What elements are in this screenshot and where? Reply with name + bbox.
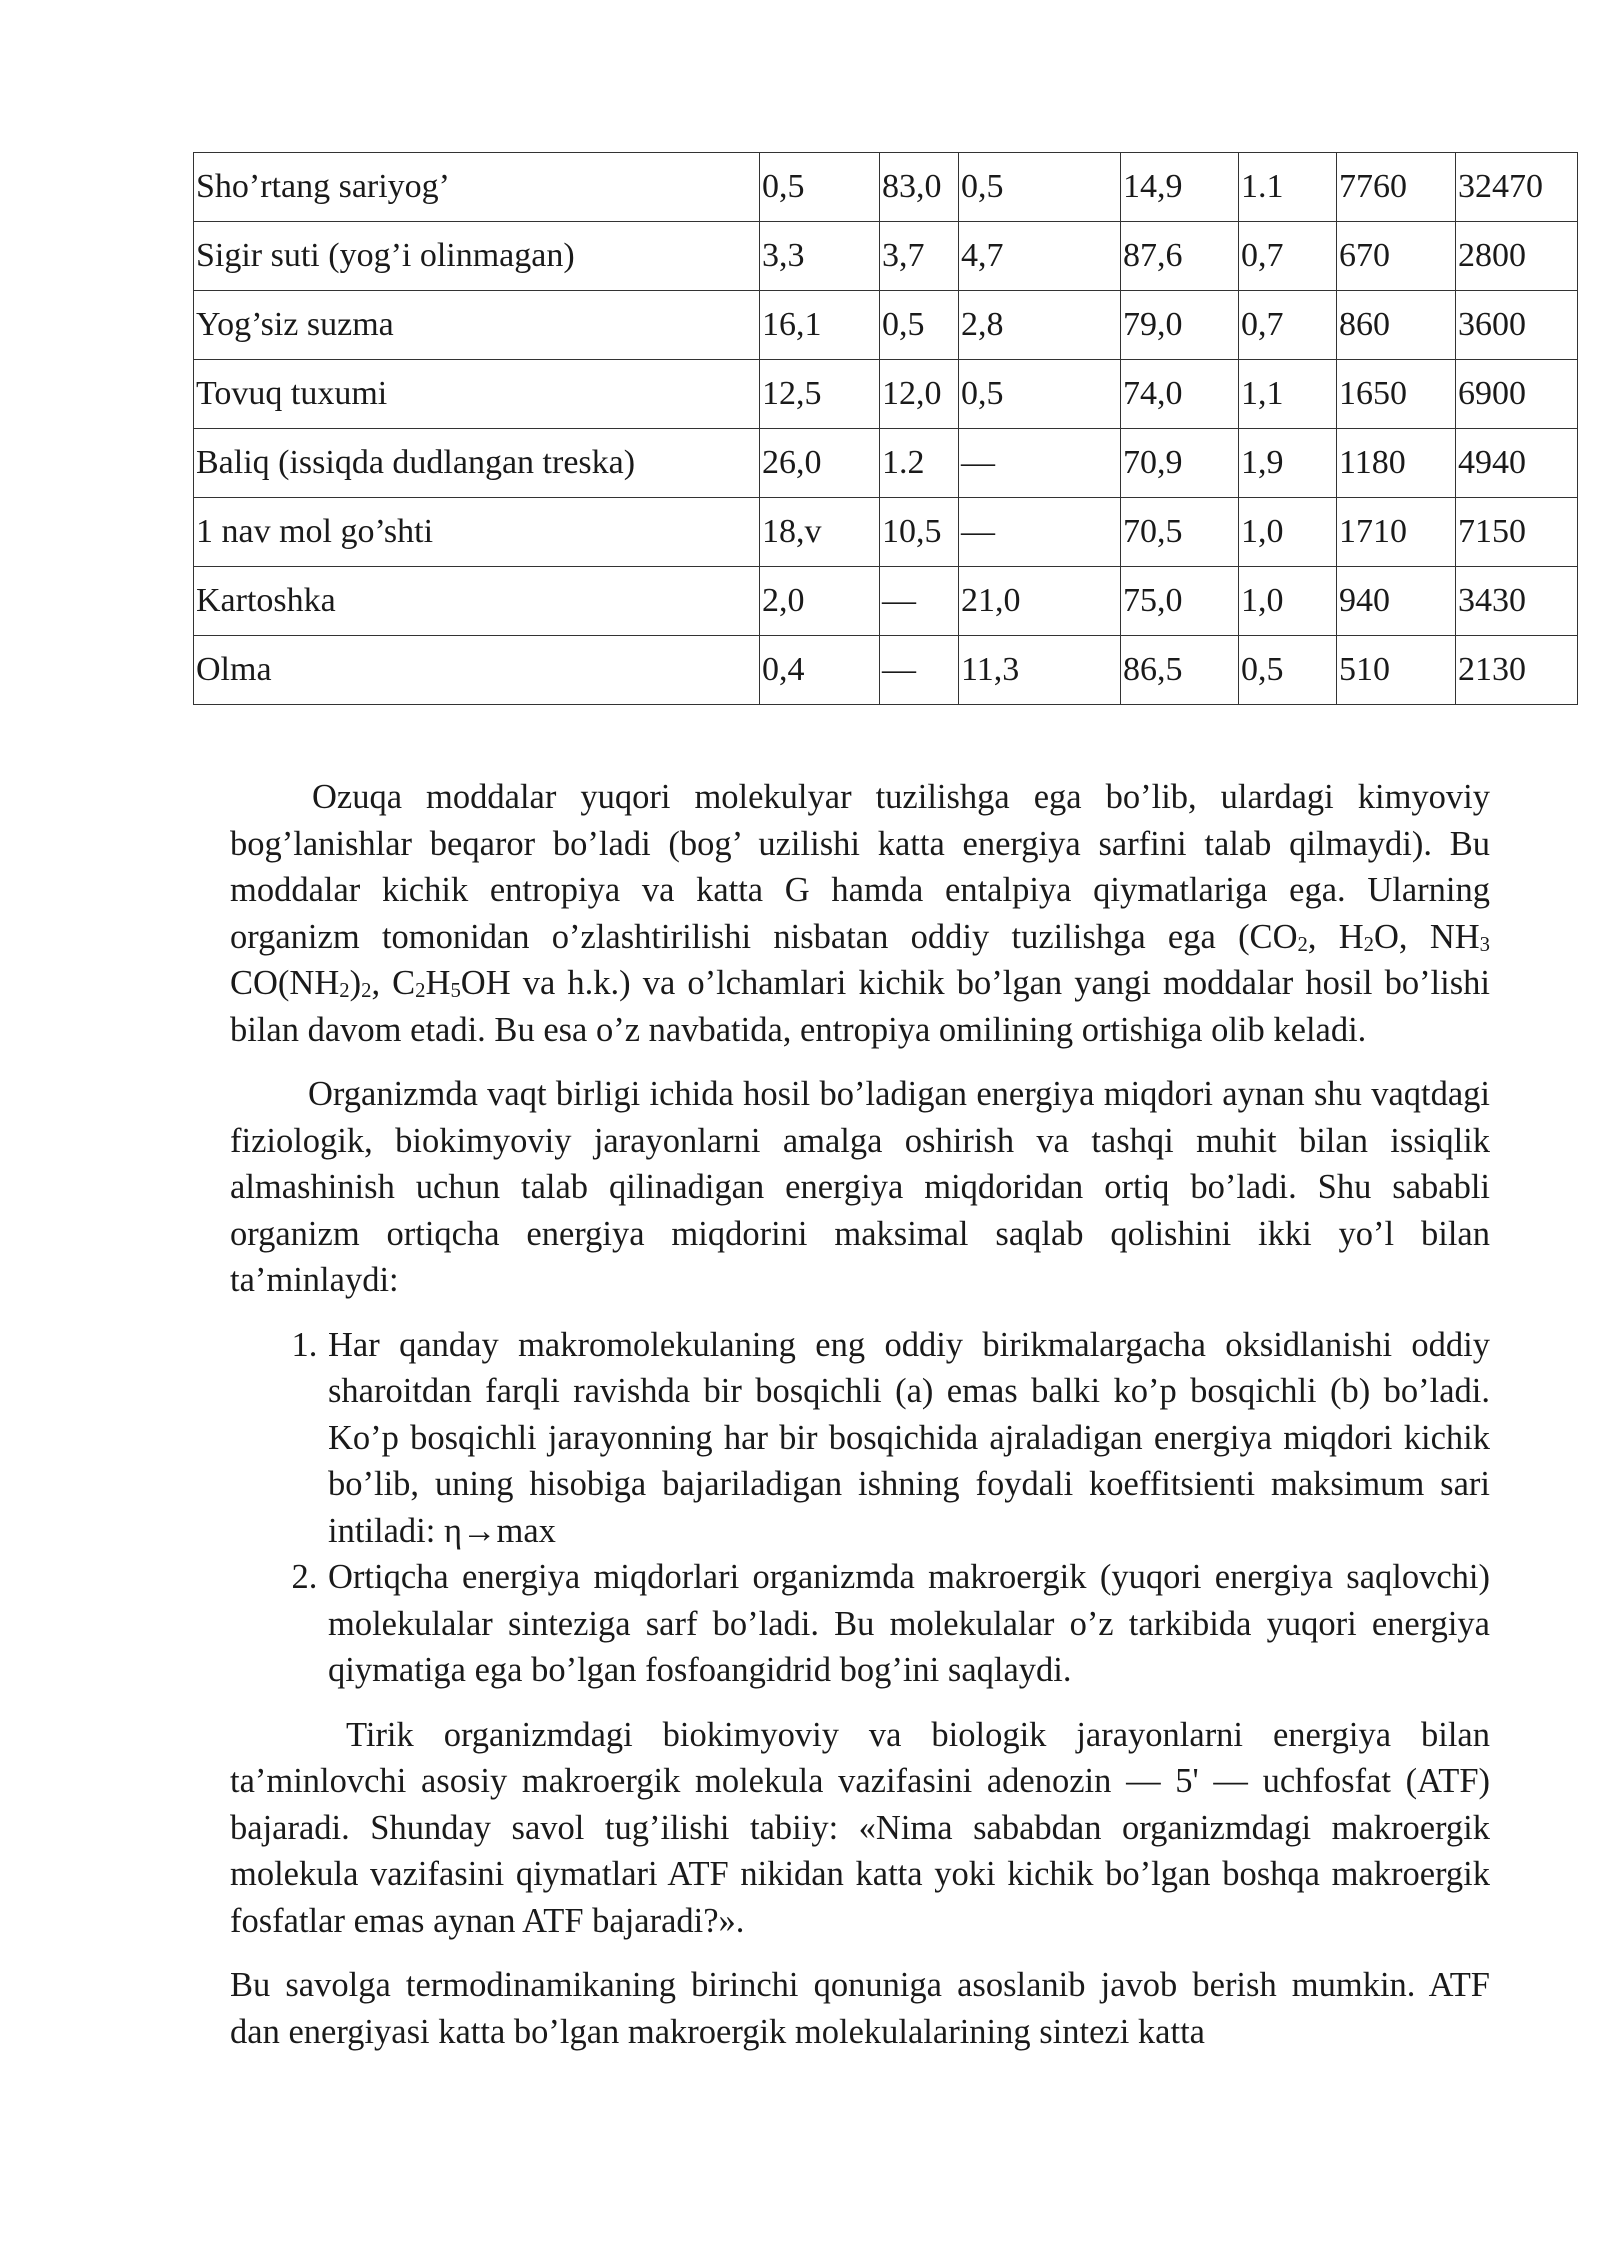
paragraph-thermodynamics: Bu savolga termodinamikaning birinchi qonuniga asoslanib javob berish mumkin. ATF dan energiyasi katta bo’lgan makroergik molekulalarining sintezi katta: [230, 1966, 1490, 2051]
value-cell: 1,0: [1239, 498, 1337, 567]
value-cell: 0,5: [1239, 636, 1337, 705]
food-name-cell: Tovuq tuxumi: [194, 360, 760, 429]
list-item: 1. Har qanday makromolekulaning eng oddiy birikmalargacha oksidlanishi oddiy sharoitdan farqli ravishda bir bosqichli (a) emas balki ko’p bosqichli (b) bo’ladi. Ko’p bosqichli jarayonning har bir bosqichida ajraladigan energiya miqdori kichik bo’lib, uning hisobiga bajariladigan ishning foydali koeffitsienti maksimum sari intiladi: η→max: [326, 1322, 1490, 1555]
value-cell: 0,5: [760, 153, 880, 222]
value-cell: 3600: [1456, 291, 1578, 360]
table-body: [194, 153, 1578, 705]
value-cell: 3,7: [880, 222, 959, 291]
value-cell: 12,5: [760, 360, 880, 429]
value-cell: 75,0: [1121, 567, 1239, 636]
food-name-cell: Sho’rtang sariyog’: [194, 153, 760, 222]
value-cell: 0,7: [1239, 291, 1337, 360]
food-name-cell: Kartoshka: [194, 567, 760, 636]
food-name-cell: Yog’siz suzma: [194, 291, 760, 360]
table-row: [194, 222, 1578, 291]
value-cell: 860: [1337, 291, 1456, 360]
value-cell: 1,1: [1239, 360, 1337, 429]
value-cell: 79,0: [1121, 291, 1239, 360]
table-row: [194, 429, 1578, 498]
food-name-cell: Sigir suti (yog’i olinmagan): [194, 222, 760, 291]
value-cell: 1180: [1337, 429, 1456, 498]
body-text: [230, 774, 1490, 2055]
value-cell: 1.1: [1239, 153, 1337, 222]
value-cell: 6900: [1456, 360, 1578, 429]
value-cell: 670: [1337, 222, 1456, 291]
value-cell: 0,5: [959, 153, 1121, 222]
value-cell: 0,4: [760, 636, 880, 705]
value-cell: 32470: [1456, 153, 1578, 222]
value-cell: 3,3: [760, 222, 880, 291]
value-cell: 2,0: [760, 567, 880, 636]
value-cell: 18,v: [760, 498, 880, 567]
value-cell: 7760: [1337, 153, 1456, 222]
table-row: [194, 498, 1578, 567]
paragraph-nutrients: Ozuqa moddalar yuqori molekulyar tuzilishga ega bo’lib, ulardagi kimyoviy bog’lanishlar beqaror bo’ladi (bog’ uzilishi katta energiya sarfini talab qilmaydi). Bu moddalar kichik entropiya va katta G hamda entalpiya qiymatlariga ega. Ularning organizm tomonidan o’zlashtirilishi nisbatan oddiy tuzilishga ega ($CO_2$, $H_2O$, $NH_3$ $CO(NH_2)_2$, $C_2H_5OH$ va h.k.) va o’lchamlari kichik bo’lgan yangi moddalar hosil bo’lishi bilan davom etadi. Bu esa o’z navbatida, entropiya omilining ortishiga olib keladi.: [230, 778, 1490, 1049]
value-cell: 0,5: [880, 291, 959, 360]
food-name-cell: Olma: [194, 636, 760, 705]
value-cell: 70,9: [1121, 429, 1239, 498]
value-cell: 12,0: [880, 360, 959, 429]
value-cell: 0,7: [1239, 222, 1337, 291]
paragraph-energy: Organizmda vaqt birligi ichida hosil bo’ladigan energiya miqdori aynan shu vaqtdagi fiziologik, biokimyoviy jarayonlarni amalga oshirish va tashqi muhit bilan issiqlik almashinish uchun talab qilinadigan energiya miqdoridan ortiq bo’ladi. Shu sababli organizm ortiqcha energiya miqdorini maksimal saqlab qolishini ikki yo’l bilan ta’minlaydi:: [230, 1075, 1490, 1299]
value-cell: 3430: [1456, 567, 1578, 636]
value-cell: —: [880, 636, 959, 705]
table-row: [194, 636, 1578, 705]
value-cell: 4,7: [959, 222, 1121, 291]
table-row: [194, 291, 1578, 360]
value-cell: 70,5: [1121, 498, 1239, 567]
value-cell: 83,0: [880, 153, 959, 222]
numbered-list: [230, 1322, 1490, 1694]
value-cell: 11,3: [959, 636, 1121, 705]
value-cell: 21,0: [959, 567, 1121, 636]
food-name-cell: 1 nav mol go’shti: [194, 498, 760, 567]
value-cell: 1710: [1337, 498, 1456, 567]
table-row: [194, 153, 1578, 222]
value-cell: 10,5: [880, 498, 959, 567]
value-cell: 1650: [1337, 360, 1456, 429]
value-cell: 2130: [1456, 636, 1578, 705]
value-cell: 26,0: [760, 429, 880, 498]
value-cell: 87,6: [1121, 222, 1239, 291]
table-row: [194, 567, 1578, 636]
value-cell: —: [959, 498, 1121, 567]
value-cell: 2,8: [959, 291, 1121, 360]
value-cell: 1,9: [1239, 429, 1337, 498]
list-item: 2. Ortiqcha energiya miqdorlari organizmda makroergik (yuqori energiya saqlovchi) molekulalar sinteziga sarf bo’ladi. Bu molekulalar o’z tarkibida yuqori energiya qiymatiga ega bo’lgan fosfoangidrid bog’ini saqlaydi.: [326, 1554, 1490, 1694]
value-cell: —: [880, 567, 959, 636]
value-cell: 7150: [1456, 498, 1578, 567]
value-cell: 940: [1337, 567, 1456, 636]
value-cell: 4940: [1456, 429, 1578, 498]
value-cell: —: [959, 429, 1121, 498]
value-cell: 14,9: [1121, 153, 1239, 222]
value-cell: 510: [1337, 636, 1456, 705]
table-row: [194, 360, 1578, 429]
value-cell: 16,1: [760, 291, 880, 360]
value-cell: 1,0: [1239, 567, 1337, 636]
paragraph-atf: Tirik organizmdagi biokimyoviy va biologik jarayonlarni energiya bilan ta’minlovchi asosiy makroergik molekula vazifasini adenozin — 5' — uchfosfat (ATF) bajaradi. Shunday savol tug’ilishi tabiiy: «Nima sababdan organizmdagi makroergik molekula vazifasini qiymatlari ATF nikidan katta yoki kichik bo’lgan boshqa makroergik fosfatlar emas aynan ATF bajaradi?».: [230, 1715, 1490, 1940]
value-cell: 1.2: [880, 429, 959, 498]
food-composition-table: [193, 152, 1578, 705]
food-name-cell: Baliq (issiqda dudlangan treska): [194, 429, 760, 498]
value-cell: 86,5: [1121, 636, 1239, 705]
value-cell: 2800: [1456, 222, 1578, 291]
value-cell: 0,5: [959, 360, 1121, 429]
value-cell: 74,0: [1121, 360, 1239, 429]
